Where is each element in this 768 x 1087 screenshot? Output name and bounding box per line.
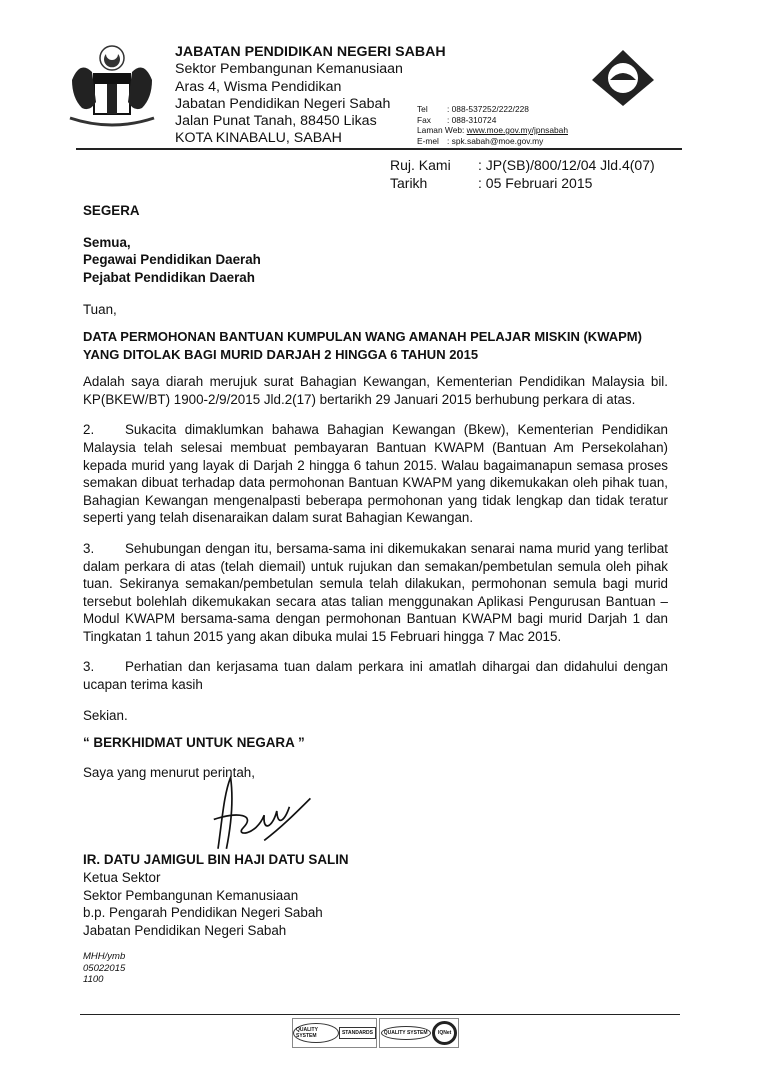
paragraph-number: 2. [83, 422, 95, 438]
signatory-block [83, 851, 668, 939]
contact-label: Laman Web: [417, 125, 465, 135]
contact-label: Fax [417, 114, 431, 125]
recipient-line: Pejabat Pendidikan Daerah [83, 269, 255, 285]
contact-value: : 088-310724 [447, 114, 497, 125]
recipients [83, 234, 668, 287]
org-name: JABATAN PENDIDIKAN NEGERI SABAH [175, 44, 446, 60]
address-line: Sektor Pembangunan Kemanusiaan [175, 61, 403, 78]
standards-logo: STANDARDS [339, 1027, 376, 1039]
paragraph-number: 3. [83, 540, 95, 556]
header-divider [76, 148, 682, 150]
certification-logos [292, 1018, 668, 1048]
iqnet-logo: IQNet [432, 1021, 457, 1045]
address-line: Aras 4, Wisma Pendidikan [175, 78, 342, 95]
quality-system-logo: QUALITY SYSTEM [381, 1026, 431, 1040]
signatory-name: IR. DATU JAMIGUL BIN HAJI DATU SALIN [83, 852, 349, 868]
recipient-line: Semua, [83, 234, 131, 250]
ref-code: 05022015 [83, 962, 126, 974]
paragraph-1: Adalah saya diarah merujuk surat Bahagian Kewangan, Kementerian Pendidikan Malaysia bil. KP(BKEW/BT) 1900-2/9/2015 Jld.2(17) bertarikh 29 Januari 2015 berhubung perkara di atas. [83, 374, 668, 407]
quality-system-logo: QUALITY SYSTEM [293, 1023, 339, 1043]
address-line: KOTA KINABALU, SABAH [175, 130, 342, 147]
recipient-line: Pegawai Pendidikan Daerah [83, 252, 261, 268]
urgency-label: SEGERA [83, 203, 140, 218]
paragraph-4 [83, 658, 668, 693]
ref-code: 1100 [83, 974, 104, 986]
ref-code: MHH/ymb [83, 951, 126, 963]
sign-intro: Saya yang menurut perintah, [83, 764, 255, 780]
signature-area [83, 781, 668, 851]
date-value: : 05 Februari 2015 [478, 175, 593, 191]
ref-label: Ruj. Kami [390, 157, 451, 173]
signature [195, 769, 325, 853]
footer-divider [80, 1014, 680, 1015]
paragraph-2 [83, 421, 668, 527]
jpn-sabah-logo [590, 48, 656, 108]
signatory-title: Ketua Sektor [83, 870, 161, 886]
website-link[interactable]: www.moe.gov.my/jpnsabah [466, 125, 568, 135]
ref-value: : JP(SB)/800/12/04 Jld.4(07) [478, 157, 655, 173]
paragraph-3 [83, 540, 668, 646]
contact-value: : 088-537252/222/228 [447, 104, 529, 114]
letter-body [83, 202, 668, 1048]
address-line: Jalan Punat Tanah, 88450 Likas [175, 113, 377, 130]
subject [83, 328, 668, 363]
malaysia-coat-of-arms-logo [62, 40, 162, 135]
subject-line: DATA PERMOHONAN BANTUAN KUMPULAN WANG AMANAH PELAJAR MISKIN (KWAPM) [83, 328, 642, 344]
salutation: Tuan, [83, 302, 117, 318]
contact-info [417, 104, 568, 146]
paragraph-number: 3. [83, 659, 95, 675]
closing: Sekian. [83, 707, 128, 723]
contact-label: E-mel [417, 135, 439, 146]
signatory-title: b.p. Pengarah Pendidikan Negeri Sabah [83, 905, 323, 921]
signatory-title: Sektor Pembangunan Kemanusiaan [83, 887, 299, 903]
contact-label: Tel [417, 104, 428, 114]
reference-block [390, 156, 655, 192]
motto: “ BERKHIDMAT UNTUK NEGARA ” [83, 735, 305, 751]
contact-value: : spk.sabah@moe.gov.my [447, 135, 544, 146]
letterhead-address [175, 44, 446, 148]
paragraph-text: Sehubungan dengan itu, bersama-sama ini dikemukakan senarai nama murid yang terlibat dalam perkara di atas (telah diemail) untuk rujukan dan semakan/pembetulan semula oleh pihak tuan. Sekiranya semakan/pembetulan semula telah dilakukan, permohonan semula bagi murid tersebut bolehlah dikemukakan secara atas talian menggunakan Aplikasi Pengurusan Bantuan – Modul KWAPM bersama-sama dengan permohonan Bantuan KWAPM bagi murid Darjah 1 dan Tingkatan 1 tahun 2015 yang akan dibuka mulai 15 Februari hingga 7 Mac 2015. [83, 540, 668, 644]
reference-codes [83, 951, 668, 986]
paragraph-text: Sukacita dimaklumkan bahawa Bahagian Kewangan (Bkew), Kementerian Pendidikan Malaysia telah selesai membuat pembayaran Bantuan KWAPM (Bantuan Am Persekolahan) kepada murid yang layak di Darjah 2 hingga 6 tahun 2015. Walau bagaimanapun semasa proses semakan dibuat terhadap data permohonan Bantuan KWAPM yang dikemukakan oleh pihak tuan, Bahagian Kewangan mengenalpasti beberapa permohonan yang tidak lengkap dan tidak teratur seperti yang telah disenaraikan dalam surat Bahagian Kewangan. [83, 422, 668, 526]
signatory-title: Jabatan Pendidikan Negeri Sabah [83, 922, 287, 938]
subject-line: YANG DITOLAK BAGI MURID DARJAH 2 HINGGA 6 TAHUN 2015 [83, 346, 479, 362]
address-line: Jabatan Pendidikan Negeri Sabah [175, 95, 391, 112]
date-label: Tarikh [390, 175, 428, 191]
paragraph-text: Perhatian dan kerjasama tuan dalam perkara ini amatlah dihargai dan didahului dengan ucapan terima kasih [83, 659, 668, 693]
